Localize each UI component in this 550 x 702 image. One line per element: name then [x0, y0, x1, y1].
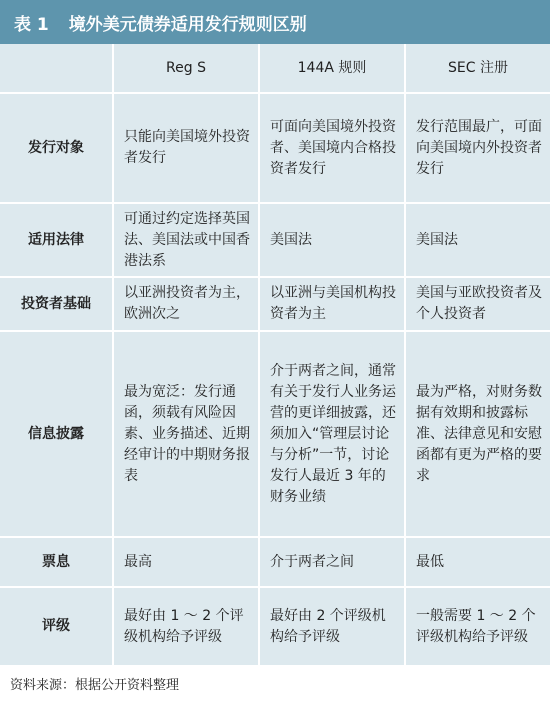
- table-cell: 一般需要 1 ～ 2 个评级机构给予评级: [404, 588, 550, 665]
- table-cell: 可通过约定选择英国法、美国法或中国香港法系: [112, 204, 258, 278]
- row-label-disclosure: 信息披露: [0, 332, 112, 538]
- row-label-coupon: 票息: [0, 538, 112, 588]
- table-title: 境外美元债券适用发行规则区别: [68, 14, 307, 35]
- table-cell: 最低: [404, 538, 550, 588]
- header-144a: 144A 规则: [258, 44, 404, 94]
- comparison-table: [0, 44, 550, 665]
- table-cell: 最好由 2 个评级机构给予评级: [258, 588, 404, 665]
- table-cell: 美国法: [404, 204, 550, 278]
- table-cell: 最好由 1 ～ 2 个评级机构给予评级: [112, 588, 258, 665]
- table-cell: 以亚洲投资者为主，欧洲次之: [112, 278, 258, 332]
- table-cell: 最高: [112, 538, 258, 588]
- table-number: 表 1: [14, 14, 49, 35]
- table-cell: 最为宽泛：发行通函，须载有风险因素、业务描述、近期经审计的中期财务报表: [112, 332, 258, 538]
- table-cell: 介于两者之间: [258, 538, 404, 588]
- row-label-rating: 评级: [42, 618, 70, 634]
- source-note: 资料来源：根据公开资料整理: [10, 678, 180, 693]
- table-cell: 发行范围最广，可面向美国境内外投资者发行: [404, 94, 550, 204]
- table-cell: 以亚洲与美国机构投资者为主: [258, 278, 404, 332]
- table-cell: 可面向美国境外投资者、美国境内合格投资者发行: [258, 94, 404, 204]
- table-title-bar: [0, 0, 550, 44]
- row-label-issuance-target: 发行对象: [0, 94, 112, 204]
- header-corner: [0, 44, 112, 94]
- table-cell: 介于两者之间，通常有关于发行人业务运营的更详细披露，还须加入“管理层讨论与分析”一节，讨论发行人最近 3 年的财务业绩: [258, 332, 404, 538]
- row-label-applicable-law: 适用法律: [0, 204, 112, 278]
- table-cell: 美国与亚欧投资者及个人投资者: [404, 278, 550, 332]
- table-cell: 美国法: [258, 204, 404, 278]
- header-sec: SEC 注册: [404, 44, 550, 94]
- table-cell: 最为严格，对财务数据有效期和披露标准、法律意见和安慰函都有更为严格的要求: [404, 332, 550, 538]
- header-reg-s: Reg S: [112, 44, 258, 94]
- table-cell: 只能向美国境外投资者发行: [112, 94, 258, 204]
- row-label-investor-base: 投资者基础: [0, 278, 112, 332]
